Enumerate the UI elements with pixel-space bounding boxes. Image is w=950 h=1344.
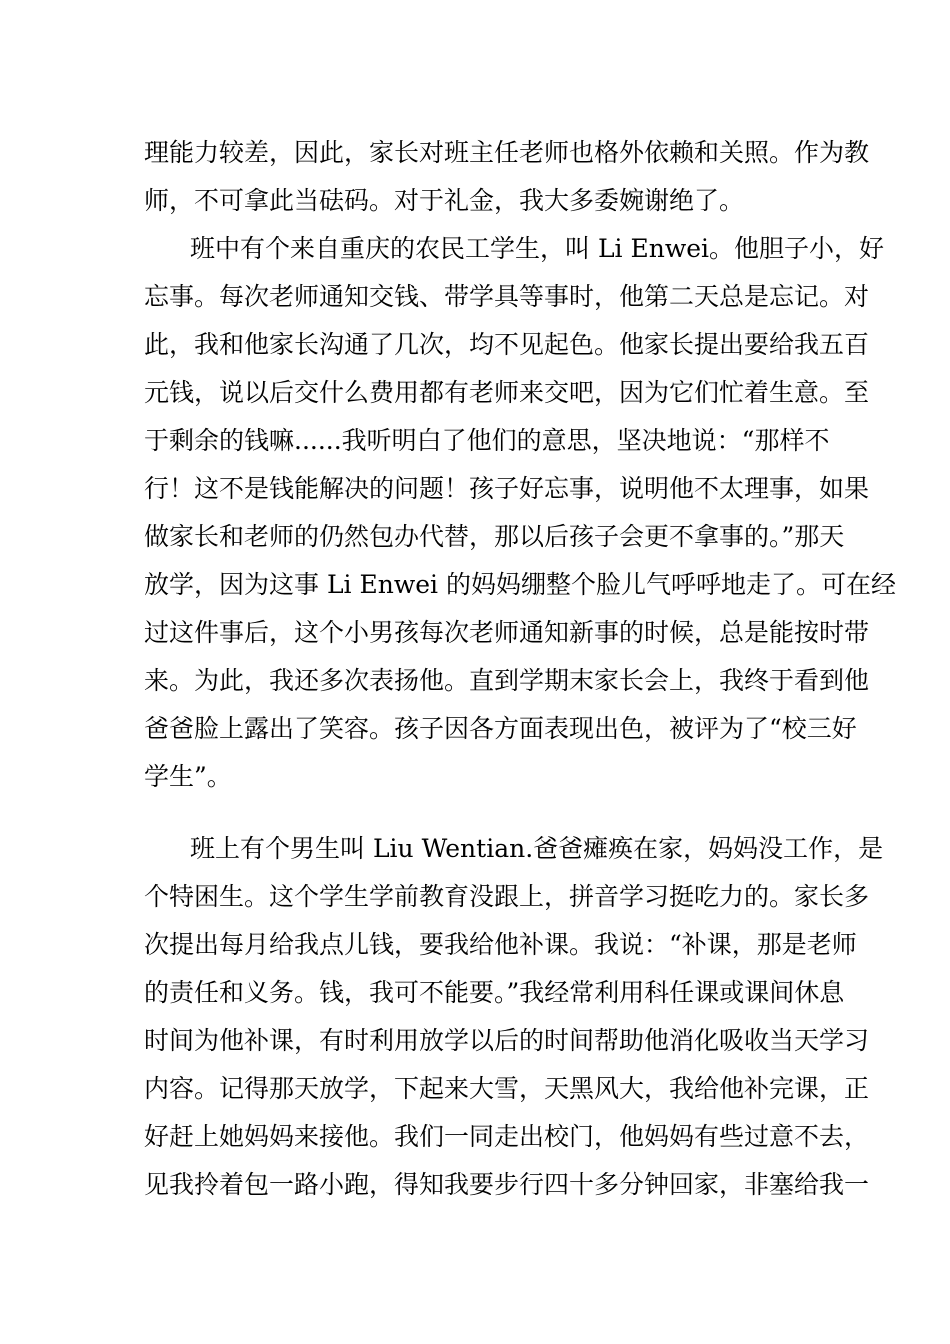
text-line: 于剩余的钱嘛......我听明白了他们的意思，坚决地说：“那样不 — [144, 426, 830, 455]
text-line: 班上有个男生叫 Liu Wentian.爸爸瘫痪在家，妈妈没工作，是 — [190, 834, 884, 863]
text-line: 好赶上她妈妈来接他。我们一同走出校门，他妈妈有些过意不去， — [144, 1122, 870, 1151]
text-line: 过这件事后，这个小男孩每次老师通知新事的时候，总是能按时带 — [144, 618, 870, 647]
text-line: 内容。记得那天放学，下起来大雪，天黑风大，我给他补完课，正 — [144, 1074, 870, 1103]
text-line: 放学，因为这事 Li Enwei 的妈妈绷整个脸儿气呼呼地走了。可在经 — [144, 570, 896, 599]
text-line: 元钱，说以后交什么费用都有老师来交吧，因为它们忙着生意。至 — [144, 378, 870, 407]
text-line: 见我拎着包一路小跑，得知我要步行四十多分钟回家，非塞给我一 — [144, 1170, 870, 1199]
text-line: 师，不可拿此当砝码。对于礼金，我大多委婉谢绝了。 — [144, 186, 745, 215]
text-line: 学生”。 — [144, 762, 232, 791]
text-line: 忘事。每次老师通知交钱、带学具等事时，他第二天总是忘记。对 — [144, 282, 870, 311]
text-line: 行！这不是钱能解决的问题！孩子好忘事，说明他不太理事，如果 — [144, 474, 870, 503]
text-line: 来。为此，我还多次表扬他。直到学期末家长会上，我终于看到他 — [144, 666, 870, 695]
text-line: 班中有个来自重庆的农民工学生，叫 Li Enwei。他胆子小，好 — [190, 234, 885, 263]
text-line: 理能力较差，因此，家长对班主任老师也格外依赖和关照。作为教 — [144, 138, 870, 167]
text-line: 的责任和义务。钱，我可不能要。”我经常利用科任课或课间休息 — [144, 978, 845, 1007]
text-line: 个特困生。这个学生学前教育没跟上，拼音学习挺吃力的。家长多 — [144, 882, 870, 911]
text-line: 次提出每月给我点儿钱，要我给他补课。我说：“补课，那是老师 — [144, 930, 857, 959]
text-line: 时间为他补课，有时利用放学以后的时间帮助他消化吸收当天学习 — [144, 1026, 870, 1055]
text-line: 做家长和老师的仍然包办代替，那以后孩子会更不拿事的。”那天 — [144, 522, 845, 551]
text-line: 此，我和他家长沟通了几次，均不见起色。他家长提出要给我五百 — [144, 330, 870, 359]
text-line: 爸爸脸上露出了笑容。孩子因各方面表现出色，被评为了“校三好 — [144, 714, 857, 743]
